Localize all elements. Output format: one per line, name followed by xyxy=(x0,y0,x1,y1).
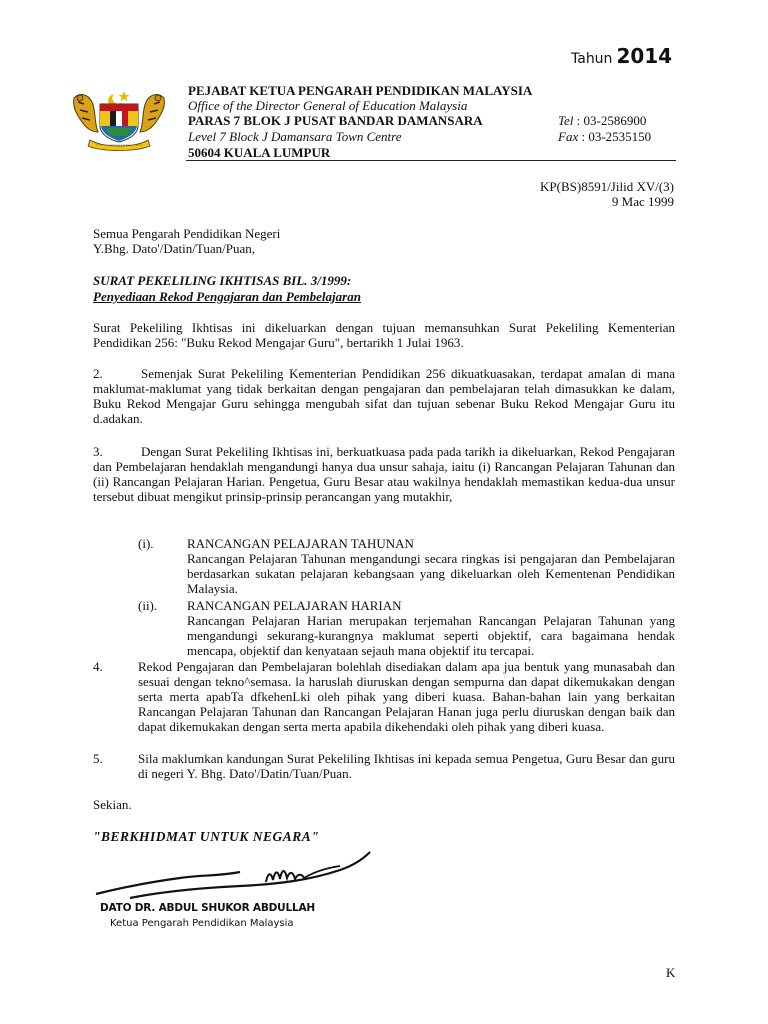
header-divider xyxy=(186,160,676,161)
paragraph-4-number: 4. xyxy=(93,659,103,674)
paragraph-2: Semenjak Surat Pekeliling Kementerian Pendidikan 256 dikuatkuasakan, terdapat amalan di mana maklumat-maklumat yang tidak berkaitan dengan pengajaran dan pembelajaran telah dimasukkan ke dalam, Buku Rekod Mengajar Guru sehingga mengubah sifat dan tujuan sebenar Buku Rekod Mengajar Guru itu d.adakan. xyxy=(93,366,675,426)
list-item-heading: RANCANGAN PELAJARAN HARIAN xyxy=(187,598,402,613)
telephone xyxy=(558,113,646,128)
page-mark: K xyxy=(666,965,676,980)
year-text: Tahun xyxy=(571,51,613,67)
tel-label: Tel xyxy=(558,113,574,128)
addressee-line-2: Y.Bhg. Dato'/Datin/Tuan/Puan, xyxy=(93,241,255,256)
fax-number: : 03-2535150 xyxy=(581,129,652,144)
paragraph-1: Surat Pekeliling Ikhtisas ini dikeluarkan dengan tujuan memansuhkan Surat Pekeliling Kementerian Pendidikan 256: "Buku Rekod Mengajar Guru", bertarikh 1 Julai 1963. xyxy=(93,320,675,350)
year-number: 2014 xyxy=(616,44,673,68)
subject-subtitle: Penyediaan Rekod Pengajaran dan Pembelajaran xyxy=(93,289,361,304)
motto: "BERKHIDMAT UNTUK NEGARA" xyxy=(93,829,320,844)
org-name-english: Office of the Director General of Education Malaysia xyxy=(188,98,468,113)
addressee-line-1: Semua Pengarah Pendidikan Negeri xyxy=(93,226,281,241)
paragraph-3-number: 3. xyxy=(93,444,103,459)
fax xyxy=(558,129,651,144)
list-item-text: Rancangan Pelajaran Tahunan mengandungi secara ringkas isi pengajaran dan Pembelajaran berdasarkan sukatan pelajaran kebangsaan yang dikeluarkan oleh Kementenan Pendidikan Malaysia. xyxy=(187,551,675,596)
tel-number: : 03-2586900 xyxy=(576,113,647,128)
paragraph-4: Rekod Pengajaran dan Pembelajaran bolehlah disediakan dalam apa jua bentuk yang munasabah dan sesuai dengan tekno^semasa. la haruslah diuruskan dengan sempurna dan dapat dikemukakan dengan serta merta apabTa dfkehenLki oleh pihak yang diberi kuasa. Bahan-bahan lain yang berkaitan Rancangan Pelajaran Tahunan dan Rancangan Pelajaran Hanan juga perlu diuruskan dengan baik dan dapat dikemukakan dengan serta merta apabila dikehendaki oleh pihak yang diberi kuasa. xyxy=(138,659,675,734)
list-item-number: (ii). xyxy=(138,598,158,613)
address-english: Level 7 Block J Damansara Town Centre xyxy=(188,129,402,144)
list-item-text: Rancangan Pelajaran Harian merupakan terjemahan Rancangan Pelajaran Tahunan yang mengandungi sekurang-kurangnya maklumat seperti objektif, cara bagaimana hendak mencapa, objektif dan kenyataan sejauh mana objektif itu tercapai. xyxy=(187,613,675,658)
paragraph-2-number: 2. xyxy=(93,366,103,381)
postcode-city: 50604 KUALA LUMPUR xyxy=(188,145,331,160)
org-name-malay: PEJABAT KETUA PENGARAH PENDIDIKAN MALAYSIA xyxy=(188,83,533,98)
coat-of-arms-icon xyxy=(70,88,168,152)
paragraph-5: Sila maklumkan kandungan Surat Pekeliling Ikhtisas ini kepada semua Pengetua, Guru Besar dan guru di negeri Y. Bhg. Dato'/Datin/Tuan/Puan. xyxy=(138,751,675,781)
paragraph-5-number: 5. xyxy=(93,751,103,766)
signatory-name: DATO DR. ABDUL SHUKOR ABDULLAH xyxy=(100,902,316,914)
list-item-heading: RANCANGAN PELAJARAN TAHUNAN xyxy=(187,536,414,551)
list-item-number: (i). xyxy=(138,536,154,551)
fax-label: Fax xyxy=(558,129,579,144)
address-malay: PARAS 7 BLOK J PUSAT BANDAR DAMANSARA xyxy=(188,113,483,128)
reference-number: KP(BS)8591/Jilid XV/(3) xyxy=(540,179,674,194)
closing: Sekian. xyxy=(93,797,132,812)
year-label xyxy=(571,44,672,68)
subject-title: SURAT PEKELILING IKHTISAS BIL. 3/1999: xyxy=(93,273,352,288)
letter-date: 9 Mac 1999 xyxy=(611,194,674,209)
signatory-title: Ketua Pengarah Pendidikan Malaysia xyxy=(110,918,294,929)
paragraph-3: Dengan Surat Pekeliling Ikhtisas ini, berkuatkuasa pada pada tarikh ia dikeluarkan, Rekod Pengajaran dan Pembelajaran hendaklah mengandungi hanya dua unsur sahaja, iaitu (i) Rancangan Pelajaran Tahunan dan (ii) Rancangan Pelajaran Harian. Pengetua, Guru Besar atau wakilnya hendaklah memastikan kedua-dua unsur tersebut dibuat mengikut prinsip-prinsip perancangan yang mutakhir, xyxy=(93,444,675,504)
